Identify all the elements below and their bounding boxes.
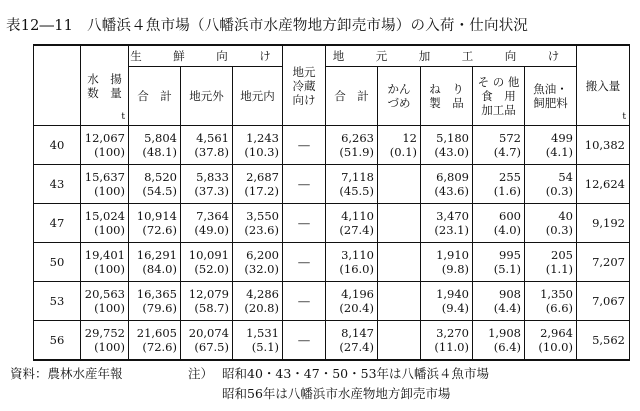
cell-value: 6,809 bbox=[436, 170, 469, 184]
neri-cell bbox=[421, 321, 473, 361]
fresh-total-cell bbox=[129, 165, 181, 204]
frozen-cell: ― bbox=[283, 165, 326, 204]
col-other-header: そ の 他 食 用 加工品 bbox=[473, 67, 525, 126]
kanzume-cell bbox=[378, 243, 421, 282]
catch-cell bbox=[81, 204, 129, 243]
fresh-out-cell bbox=[181, 126, 233, 165]
catch-unit: t bbox=[121, 112, 125, 122]
local-total-cell bbox=[326, 282, 378, 321]
cell-percent: (43.0) bbox=[434, 145, 469, 159]
cell-percent: (27.4) bbox=[339, 223, 374, 237]
cell-percent: (52.0) bbox=[194, 262, 229, 276]
catch-cell bbox=[81, 126, 129, 165]
table-row bbox=[34, 321, 630, 361]
cell-value: 6,200 bbox=[246, 248, 279, 262]
cell-percent: (6.4) bbox=[493, 340, 521, 354]
cell-value: 15,637 bbox=[84, 170, 125, 184]
cell-value: 7,364 bbox=[196, 209, 229, 223]
cell-percent: (16.0) bbox=[339, 262, 374, 276]
cell-value: 9,192 bbox=[592, 216, 625, 230]
table-row bbox=[34, 165, 630, 204]
col-fresh-outside-header: 地元外 bbox=[181, 67, 233, 126]
table-body bbox=[34, 126, 630, 361]
cell-value: 10,382 bbox=[584, 138, 625, 152]
cell-percent: (49.0) bbox=[194, 223, 229, 237]
cell-value: 10,914 bbox=[136, 209, 177, 223]
catch-cell bbox=[81, 165, 129, 204]
cell-percent: (20.8) bbox=[244, 301, 279, 315]
shipped-cell bbox=[577, 321, 630, 361]
fresh-total-cell bbox=[129, 243, 181, 282]
cell-percent: (20.4) bbox=[339, 301, 374, 315]
neri-cell bbox=[421, 204, 473, 243]
col-local-total-header: 合 計 bbox=[326, 67, 378, 126]
cell-value: 2,964 bbox=[540, 326, 573, 340]
header-row-1 bbox=[34, 45, 630, 67]
kanzume-cell bbox=[378, 126, 421, 165]
fresh-out-cell bbox=[181, 165, 233, 204]
cell-value: 5,562 bbox=[592, 333, 625, 347]
table-row bbox=[34, 282, 630, 321]
cell-value: 1,243 bbox=[246, 131, 279, 145]
market-table bbox=[33, 44, 630, 361]
cell-percent: (27.4) bbox=[339, 340, 374, 354]
note-label: 注） bbox=[188, 366, 214, 381]
cell-percent: (0.1) bbox=[389, 145, 417, 159]
shipped-cell bbox=[577, 204, 630, 243]
fresh-total-cell bbox=[129, 282, 181, 321]
cell-value: 5,833 bbox=[196, 170, 229, 184]
kanzume-cell bbox=[378, 165, 421, 204]
cell-percent: (6.6) bbox=[545, 301, 573, 315]
neri-cell bbox=[421, 282, 473, 321]
cell-percent: (100) bbox=[94, 301, 125, 315]
table-row bbox=[34, 204, 630, 243]
fishoil-cell bbox=[525, 321, 577, 361]
other-cell bbox=[473, 243, 525, 282]
cell-percent: (58.7) bbox=[194, 301, 229, 315]
shipped-cell bbox=[577, 282, 630, 321]
kanzume-cell bbox=[378, 321, 421, 361]
cell-percent: (48.1) bbox=[142, 145, 177, 159]
col-fresh-total-header: 合 計 bbox=[129, 67, 181, 126]
cell-value: 19,401 bbox=[84, 248, 125, 262]
cell-percent: (5.1) bbox=[493, 262, 521, 276]
cell-percent: (100) bbox=[94, 340, 125, 354]
fresh-out-cell bbox=[181, 243, 233, 282]
fresh-in-cell bbox=[233, 126, 283, 165]
cell-value: 12,079 bbox=[188, 287, 229, 301]
cell-value: 7,207 bbox=[592, 255, 625, 269]
local-total-cell bbox=[326, 165, 378, 204]
local-total-cell bbox=[326, 321, 378, 361]
note-line-2: 昭和56年は八幡浜市水産物地方卸売市場 bbox=[222, 386, 451, 401]
other-cell bbox=[473, 321, 525, 361]
table-row bbox=[34, 126, 630, 165]
cell-value: 5,180 bbox=[436, 131, 469, 145]
cell-percent: (0.3) bbox=[545, 223, 573, 237]
cell-percent: (67.5) bbox=[194, 340, 229, 354]
local-total-cell bbox=[326, 126, 378, 165]
year-cell: 50 bbox=[34, 243, 81, 282]
neri-cell bbox=[421, 243, 473, 282]
col-kanzume-header: かん づめ bbox=[378, 67, 421, 126]
source-note: 資料：農林水産年報 bbox=[10, 366, 123, 381]
cell-percent: (9.4) bbox=[441, 301, 469, 315]
other-cell bbox=[473, 126, 525, 165]
cell-value: 4,196 bbox=[341, 287, 374, 301]
cell-value: 3,470 bbox=[436, 209, 469, 223]
cell-value: 205 bbox=[551, 248, 573, 262]
cell-percent: (5.1) bbox=[251, 340, 279, 354]
cell-value: 4,561 bbox=[196, 131, 229, 145]
cell-value: 7,067 bbox=[592, 294, 625, 308]
cell-percent: (72.6) bbox=[142, 223, 177, 237]
cell-percent: (72.6) bbox=[142, 340, 177, 354]
year-cell: 43 bbox=[34, 165, 81, 204]
col-shipped-header: 搬入量 t bbox=[577, 45, 630, 126]
cell-percent: (37.3) bbox=[194, 184, 229, 198]
frozen-cell: ― bbox=[283, 204, 326, 243]
fresh-out-cell bbox=[181, 204, 233, 243]
group-local-header: 地 元 加 工 向 け bbox=[326, 45, 577, 67]
year-cell: 53 bbox=[34, 282, 81, 321]
cell-value: 54 bbox=[558, 170, 573, 184]
cell-value: 4,286 bbox=[246, 287, 279, 301]
cell-percent: (100) bbox=[94, 184, 125, 198]
cell-percent: (11.0) bbox=[434, 340, 469, 354]
cell-percent: (100) bbox=[94, 145, 125, 159]
cell-value: 8,147 bbox=[341, 326, 374, 340]
other-cell bbox=[473, 282, 525, 321]
cell-value: 12,624 bbox=[584, 177, 625, 191]
cell-value: 10,091 bbox=[188, 248, 229, 262]
cell-percent: (10.3) bbox=[244, 145, 279, 159]
cell-percent: (4.7) bbox=[493, 145, 521, 159]
cell-percent: (1.1) bbox=[545, 262, 573, 276]
fishoil-cell bbox=[525, 243, 577, 282]
cell-percent: (4.0) bbox=[493, 223, 521, 237]
cell-value: 499 bbox=[551, 131, 573, 145]
fishoil-cell bbox=[525, 204, 577, 243]
cell-value: 20,074 bbox=[188, 326, 229, 340]
cell-value: 21,605 bbox=[136, 326, 177, 340]
col-neri-header: ね り 製 品 bbox=[421, 67, 473, 126]
cell-value: 29,752 bbox=[84, 326, 125, 340]
shipped-unit: t bbox=[622, 112, 626, 122]
cell-value: 600 bbox=[499, 209, 521, 223]
cell-percent: (84.0) bbox=[142, 262, 177, 276]
fresh-out-cell bbox=[181, 321, 233, 361]
cell-value: 255 bbox=[499, 170, 521, 184]
col-fishoil-header: 魚油・ 飼肥料 bbox=[525, 67, 577, 126]
kanzume-cell bbox=[378, 282, 421, 321]
cell-value: 12 bbox=[402, 131, 417, 145]
col-fresh-inside-header: 地元内 bbox=[233, 67, 283, 126]
cell-value: 1,350 bbox=[540, 287, 573, 301]
cell-value: 8,520 bbox=[144, 170, 177, 184]
fresh-total-cell bbox=[129, 204, 181, 243]
cell-value: 2,687 bbox=[246, 170, 279, 184]
fresh-in-cell bbox=[233, 204, 283, 243]
cell-value: 1,531 bbox=[246, 326, 279, 340]
frozen-cell: ― bbox=[283, 282, 326, 321]
cell-value: 3,270 bbox=[436, 326, 469, 340]
cell-percent: (100) bbox=[94, 262, 125, 276]
cell-value: 6,263 bbox=[341, 131, 374, 145]
local-total-cell bbox=[326, 204, 378, 243]
cell-percent: (51.9) bbox=[339, 145, 374, 159]
cell-value: 40 bbox=[558, 209, 573, 223]
cell-percent: (9.8) bbox=[441, 262, 469, 276]
cell-value: 908 bbox=[499, 287, 521, 301]
col-year-header bbox=[34, 45, 81, 126]
cell-value: 16,365 bbox=[136, 287, 177, 301]
cell-percent: (17.2) bbox=[244, 184, 279, 198]
cell-value: 4,110 bbox=[341, 209, 374, 223]
cell-percent: (1.6) bbox=[493, 184, 521, 198]
shipped-cell bbox=[577, 165, 630, 204]
cell-percent: (37.8) bbox=[194, 145, 229, 159]
cell-percent: (32.0) bbox=[244, 262, 279, 276]
fresh-in-cell bbox=[233, 282, 283, 321]
cell-value: 572 bbox=[499, 131, 521, 145]
fresh-in-cell bbox=[233, 321, 283, 361]
frozen-cell: ― bbox=[283, 126, 326, 165]
cell-value: 15,024 bbox=[84, 209, 125, 223]
cell-percent: (4.1) bbox=[545, 145, 573, 159]
table-title bbox=[6, 14, 542, 35]
shipped-cell bbox=[577, 126, 630, 165]
fresh-out-cell bbox=[181, 282, 233, 321]
fishoil-cell bbox=[525, 126, 577, 165]
group-fresh-header: 生 鮮 向 け bbox=[129, 45, 283, 67]
fresh-in-cell bbox=[233, 165, 283, 204]
cell-percent: (4.4) bbox=[493, 301, 521, 315]
frozen-cell: ― bbox=[283, 243, 326, 282]
catch-cell bbox=[81, 243, 129, 282]
fresh-total-cell bbox=[129, 321, 181, 361]
year-cell: 47 bbox=[34, 204, 81, 243]
cell-percent: (43.6) bbox=[434, 184, 469, 198]
cell-value: 995 bbox=[499, 248, 521, 262]
other-cell bbox=[473, 204, 525, 243]
year-cell: 56 bbox=[34, 321, 81, 361]
neri-cell bbox=[421, 165, 473, 204]
kanzume-cell bbox=[378, 204, 421, 243]
col-frozen-header: 地元 冷蔵 向け bbox=[283, 45, 326, 126]
table-title-text: 八幡浜４魚市場（八幡浜市水産物地方卸売市場）の入荷・仕向状況 bbox=[87, 18, 529, 34]
cell-value: 12,067 bbox=[84, 131, 125, 145]
note-line-1: 昭和40・43・47・50・53年は八幡浜４魚市場 bbox=[222, 366, 490, 381]
frozen-cell: ― bbox=[283, 321, 326, 361]
other-cell bbox=[473, 165, 525, 204]
cell-value: 16,291 bbox=[136, 248, 177, 262]
cell-value: 1,910 bbox=[436, 248, 469, 262]
fishoil-cell bbox=[525, 165, 577, 204]
cell-percent: (45.5) bbox=[339, 184, 374, 198]
cell-value: 1,908 bbox=[488, 326, 521, 340]
cell-percent: (79.6) bbox=[142, 301, 177, 315]
col-catch-header: 水 揚 数 量 t bbox=[81, 45, 129, 126]
neri-cell bbox=[421, 126, 473, 165]
catch-cell bbox=[81, 321, 129, 361]
cell-percent: (100) bbox=[94, 223, 125, 237]
table-number: 表12―11 bbox=[6, 18, 74, 34]
fresh-total-cell bbox=[129, 126, 181, 165]
table-row bbox=[34, 243, 630, 282]
cell-value: 1,940 bbox=[436, 287, 469, 301]
year-cell: 40 bbox=[34, 126, 81, 165]
local-total-cell bbox=[326, 243, 378, 282]
cell-value: 5,804 bbox=[144, 131, 177, 145]
cell-percent: (23.1) bbox=[434, 223, 469, 237]
cell-percent: (23.6) bbox=[244, 223, 279, 237]
cell-percent: (54.5) bbox=[142, 184, 177, 198]
shipped-cell bbox=[577, 243, 630, 282]
cell-percent: (0.3) bbox=[545, 184, 573, 198]
cell-value: 7,118 bbox=[341, 170, 374, 184]
cell-percent: (10.0) bbox=[538, 340, 573, 354]
cell-value: 3,110 bbox=[341, 248, 374, 262]
fresh-in-cell bbox=[233, 243, 283, 282]
catch-cell bbox=[81, 282, 129, 321]
fishoil-cell bbox=[525, 282, 577, 321]
cell-value: 20,563 bbox=[84, 287, 125, 301]
cell-value: 3,550 bbox=[246, 209, 279, 223]
